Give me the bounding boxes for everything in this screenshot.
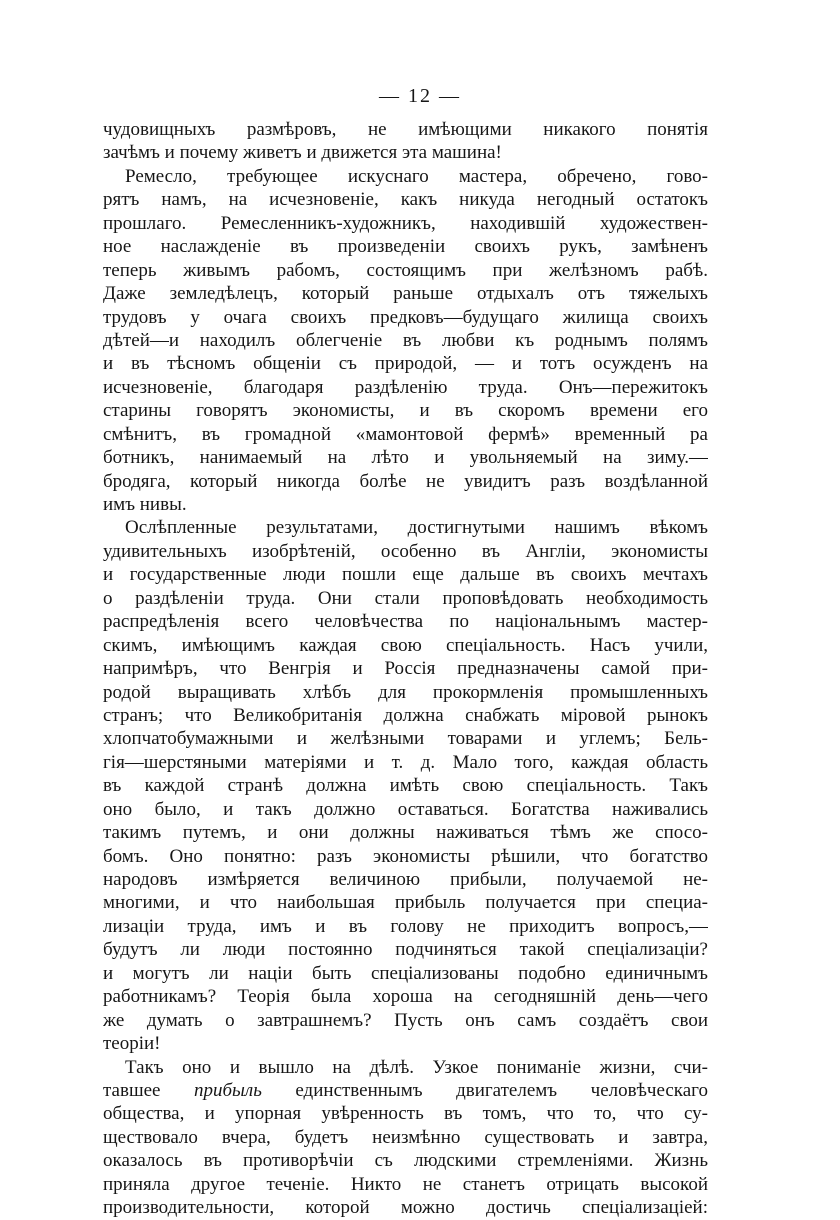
text-line: въ каждой странѣ должна имѣть свою спеціальность. Такъ: [103, 775, 708, 797]
text-line: оно было, и такъ должно оставаться. Богатства наживались: [103, 798, 708, 820]
text-line: же думать о завтрашнемъ? Пусть онъ самъ создаётъ свои: [103, 1009, 708, 1031]
text-line: Ослѣпленные результатами, достигнутыми нашимъ вѣкомъ: [125, 517, 708, 539]
text-line: бродяга, который никогда болѣе не увидитъ разъ воздѣланной: [103, 470, 708, 492]
text-line: зачѣмъ и почему живетъ и движется эта машина!: [103, 142, 502, 164]
text-line: теоріи!: [103, 1033, 161, 1055]
text-line: ное наслажденіе въ произведеніи своихъ рукъ, замѣненъ: [103, 236, 708, 258]
text-line: скимъ, имѣющимъ каждая свою спеціальность. Насъ учили,: [103, 634, 708, 656]
text-line: теперь живымъ рабомъ, состоящимъ при желѣзномъ рабѣ.: [103, 259, 708, 281]
text-line: ботникъ, нанимаемый на лѣто и увольняемый на зиму.—: [103, 447, 708, 469]
text-line: имъ нивы.: [103, 494, 187, 515]
text-line: исчезновеніе, благодаря раздѣленію труда. Онъ—пережитокъ: [103, 376, 708, 398]
text-line: родой выращивать хлѣбъ для прокормленія промышленныхъ: [103, 681, 708, 703]
text-line: тавшее прибыль единственнымъ двигателемъ человѣческаго: [103, 1079, 708, 1101]
text-line: бомъ. Оно понятно: разъ экономисты рѣшили, что богатство: [103, 845, 708, 867]
text-line: смѣнитъ, въ громадной «мамонтовой фермѣ» временный ра: [103, 423, 708, 445]
text-line: общества, и упорная увѣренность въ томъ, что то, что су-: [103, 1103, 708, 1125]
text-line: ществовало вчера, будетъ неизмѣнно существовать и завтра,: [103, 1126, 708, 1148]
body-text: [103, 118, 708, 1220]
text-line: трудовъ у очага своихъ предковъ—будущаго жилища своихъ: [103, 306, 708, 328]
text-line: Такъ оно и вышло на дѣлѣ. Узкое пониманіе жизни, счи-: [125, 1056, 708, 1078]
text-line: производительности, которой можно достичь спеціализаціей:: [103, 1197, 708, 1219]
text-line: многими, и что наибольшая прибыль получается при специа-: [103, 892, 708, 914]
text-line: приняла другое теченіе. Никто не станетъ отрицать высокой: [103, 1173, 708, 1195]
page-number: — 12 —: [379, 85, 461, 107]
text-line: чудовищныхъ размѣровъ, не имѣющими никакого понятія: [103, 119, 708, 140]
text-line: дѣтей—и находилъ облегченіе въ любви къ роднымъ полямъ: [103, 329, 708, 351]
text-line: Даже земледѣлецъ, который раньше отдыхалъ отъ тяжелыхъ: [103, 283, 708, 305]
text-line: лизаціи труда, имъ и въ голову не приходитъ вопросъ,—: [103, 915, 708, 937]
text-line: народовъ измѣряется величиною прибыли, получаемой не-: [103, 869, 708, 890]
text-line: такимъ путемъ, и они должны наживаться тѣмъ же спосо-: [103, 822, 708, 844]
text-line: и государственные люди пошли еще дальше въ своихъ мечтахъ: [103, 564, 708, 586]
text-line: распредѣленія всего человѣчества по національнымъ мастер-: [103, 611, 708, 633]
text-line: рятъ намъ, на исчезновеніе, какъ никуда негодный остатокъ: [103, 189, 708, 211]
text-line: старины говорятъ экономисты, и въ скоромъ времени его: [103, 400, 708, 422]
text-line: гія—шерстяными матеріями и т. д. Мало того, каждая область: [103, 751, 708, 773]
text-line: Ремесло, требующее искуснаго мастера, обречено, гово-: [125, 165, 708, 187]
text-line: и въ тѣсномъ общеніи съ природой, — и тотъ осужденъ на: [103, 353, 708, 375]
text-line: о раздѣленіи труда. Они стали проповѣдовать необходимость: [103, 587, 708, 609]
emphasis-word: прибыль: [193, 1079, 262, 1101]
text-line: удивительныхъ изобрѣтеній, особенно въ Англіи, экономисты: [103, 540, 708, 562]
text-line: напримѣръ, что Венгрія и Россія предназначены самой при-: [103, 658, 708, 680]
text-line: будутъ ли люди постоянно подчиняться такой спеціализаціи?: [103, 939, 708, 961]
text-line: хлопчатобумажными и желѣзными товарами и углемъ; Бель-: [103, 728, 708, 750]
text-line: странъ; что Великобританія должна снабжать міровой рынокъ: [103, 704, 708, 726]
text-line: оказалось въ противорѣчіи съ людскими стремленіями. Жизнь: [103, 1150, 708, 1172]
text-line: и могутъ ли націи быть спеціализованы подобно единичнымъ: [103, 962, 708, 984]
text-line: прошлаго. Ремесленникъ-художникъ, находившій художествен-: [103, 212, 708, 234]
text-line: работникамъ? Теорія была хороша на сегодняшній день—чего: [103, 986, 708, 1008]
